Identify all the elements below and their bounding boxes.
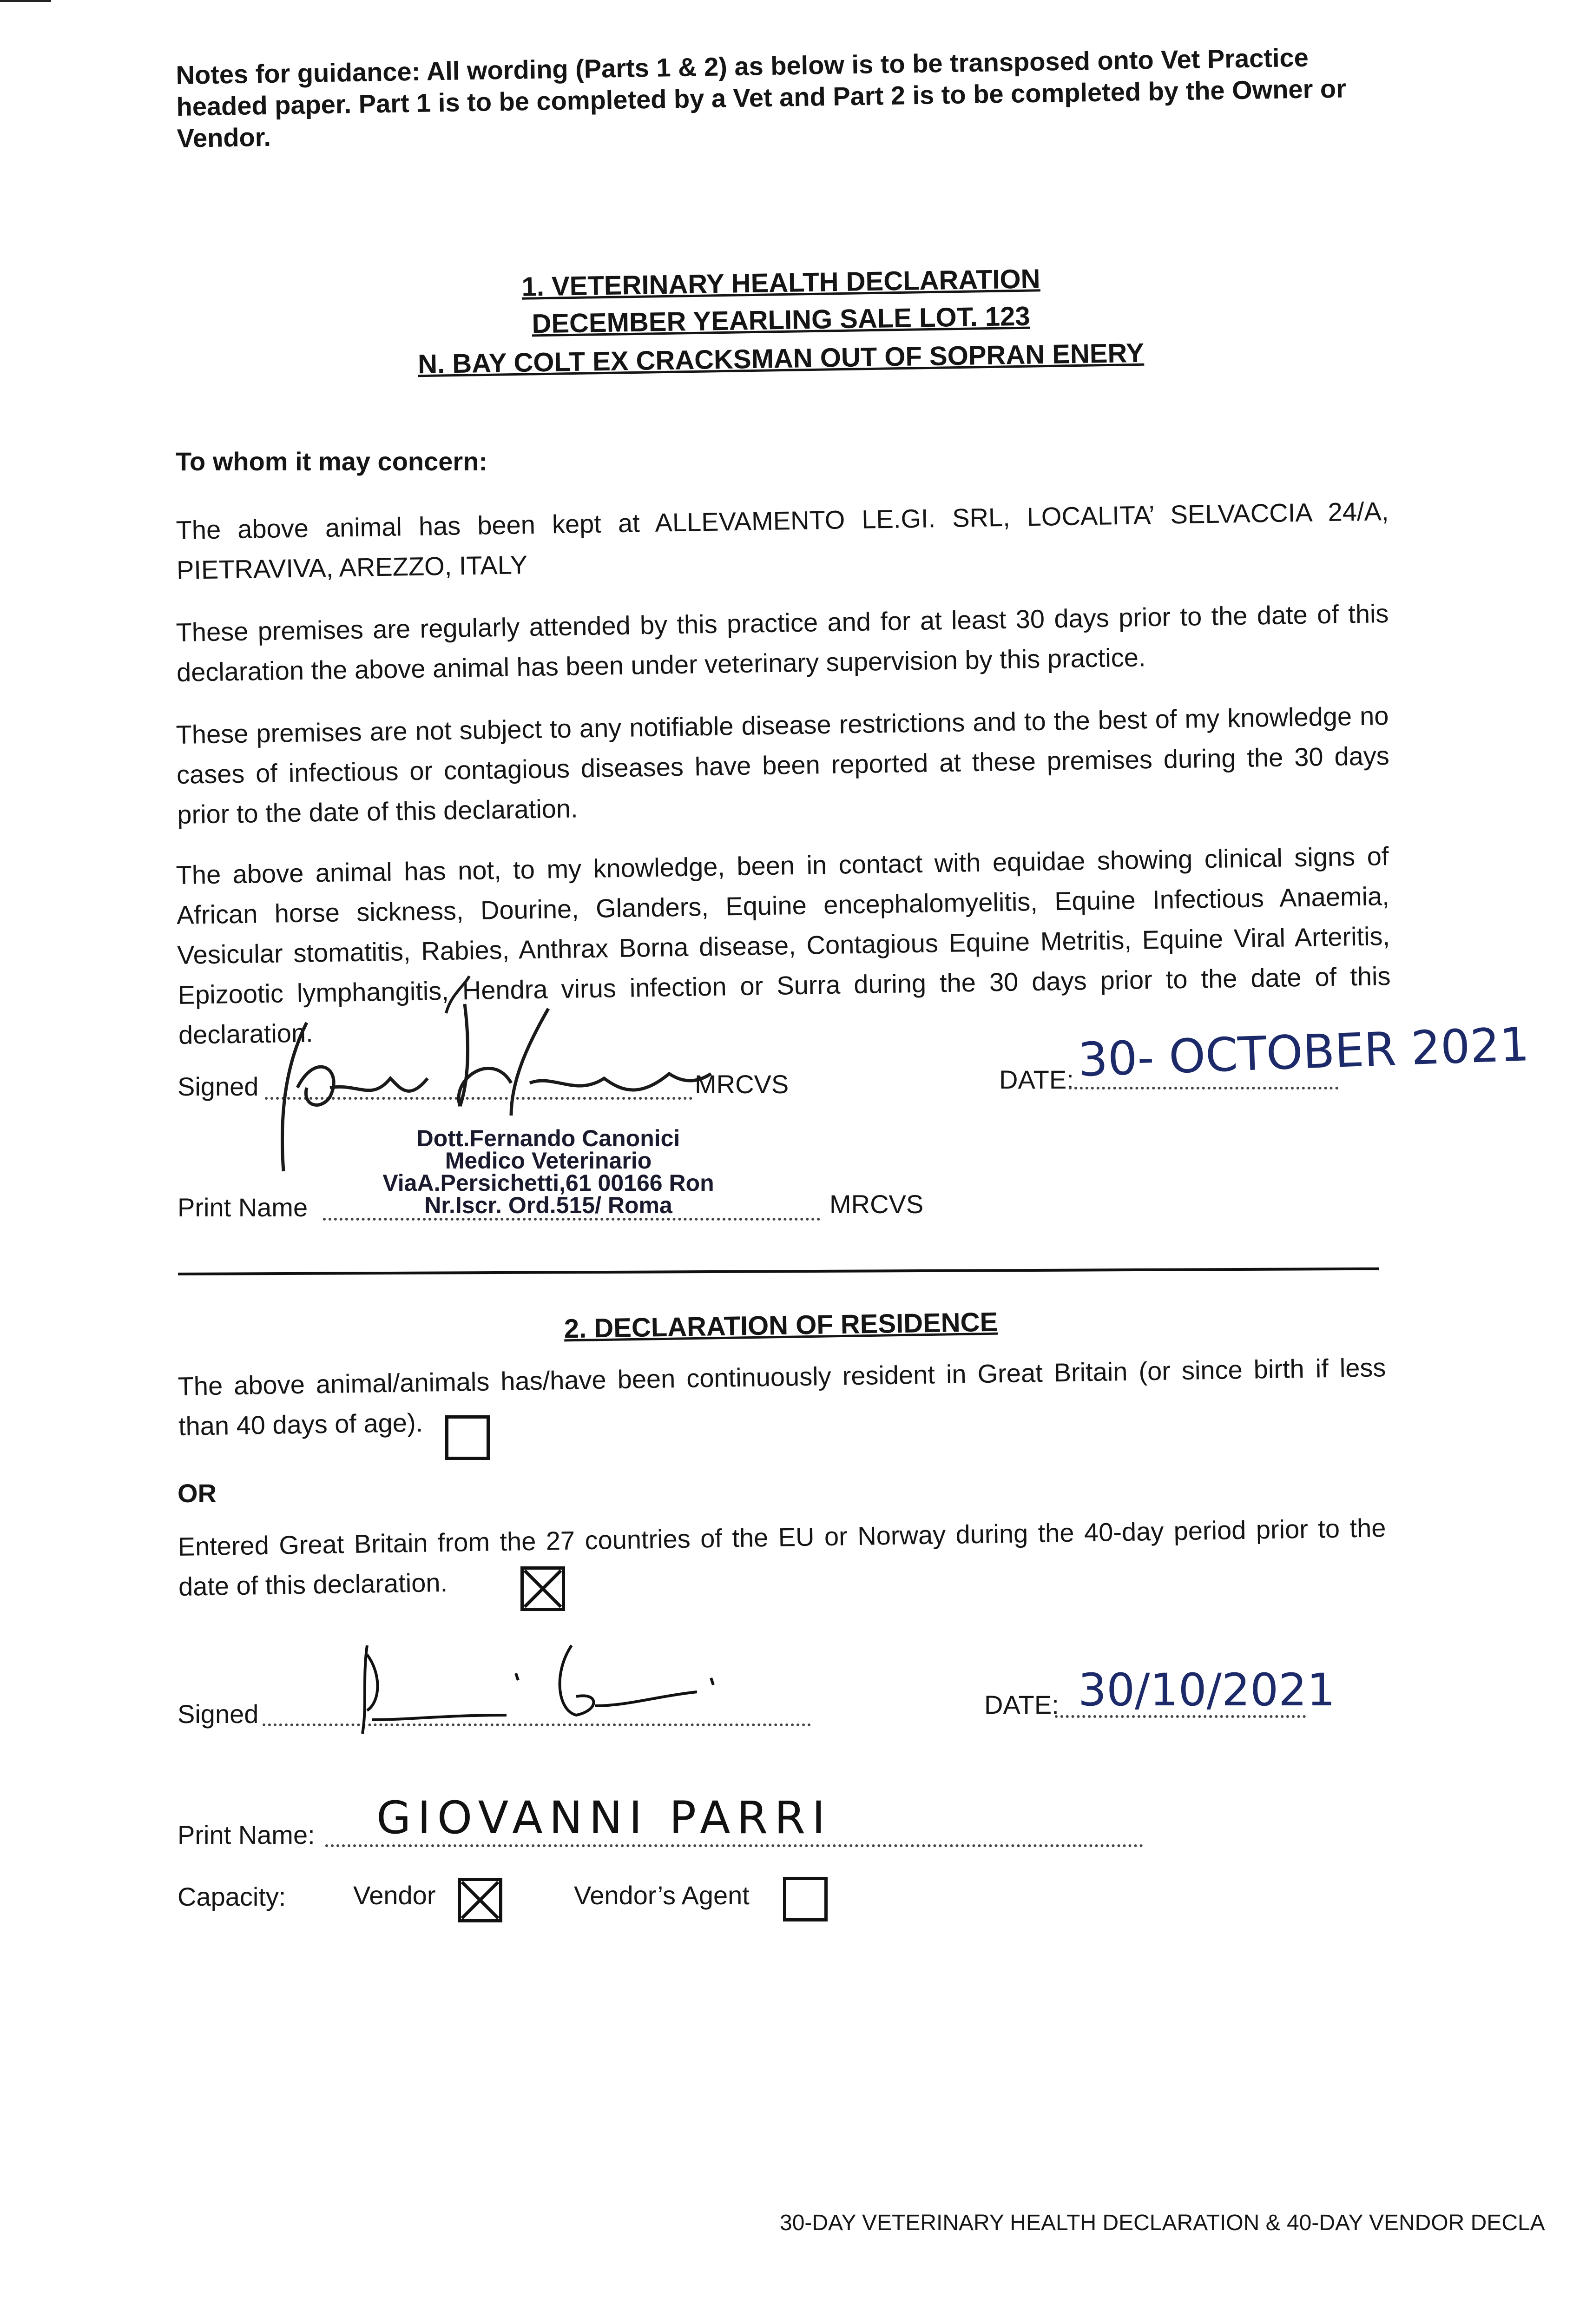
entry-checkbox-cross-icon bbox=[524, 1570, 562, 1608]
owner-signed-label: Signed bbox=[178, 1699, 259, 1729]
residence-checkbox[interactable] bbox=[445, 1415, 490, 1460]
owner-print-name-line bbox=[325, 1844, 1143, 1847]
page-footer: 30-DAY VETERINARY HEALTH DECLARATION & 40-DAY VENDOR DECLA bbox=[780, 2211, 1545, 2235]
part1-heading: 1. VETERINARY HEALTH DECLARATION bbox=[521, 264, 1040, 302]
vet-signed-label: Signed bbox=[178, 1072, 259, 1101]
owner-date-value: 30/10/2021 bbox=[1078, 1664, 1336, 1716]
supervision-paragraph: These premises are regularly attended by this practice and for at least 30 days prior to the date of this declaration the above animal has been under veterinary supervision by this practice. bbox=[176, 599, 1389, 687]
stamp-address: ViaA.Persichetti,61 00166 Ron bbox=[382, 1170, 714, 1196]
residence-option-text: The above animal/animals has/have been continuously resident in Great Britain (or since birth if less than 40 days of age). bbox=[178, 1353, 1386, 1441]
entry-checkbox[interactable] bbox=[520, 1566, 565, 1611]
vet-print-name-label: Print Name bbox=[178, 1193, 308, 1222]
owner-signature bbox=[353, 1636, 725, 1738]
vendor-agent-label: Vendor’s Agent bbox=[574, 1881, 750, 1910]
vet-mrcvs-label: MRCVS bbox=[695, 1070, 789, 1099]
or-label: OR bbox=[178, 1479, 217, 1508]
sale-lot-heading: DECEMBER YEARLING SALE LOT. 123 bbox=[532, 301, 1031, 339]
guidance-notes: Notes for guidance: All wording (Parts 1 & 2) as below is to be transposed onto Vet Practice headed paper. Part 1 is to be completed by a Vet and Part 2 is to be completed by the Owner or Vendor. bbox=[176, 42, 1347, 153]
capacity-label: Capacity: bbox=[178, 1882, 286, 1911]
vendor-agent-checkbox[interactable] bbox=[783, 1877, 828, 1921]
vet-date-value: 30- OCTOBER 2021 bbox=[1077, 1017, 1530, 1087]
vet-practice-stamp bbox=[362, 1127, 734, 1216]
vet-print-name-line bbox=[323, 1218, 820, 1221]
owner-print-name-value: GIOVANNI PARRI bbox=[376, 1792, 832, 1844]
section-divider bbox=[178, 1268, 1379, 1275]
owner-date-label: DATE: bbox=[984, 1690, 1059, 1719]
stamp-registration: Nr.Iscr. Ord.515/ Roma bbox=[424, 1192, 672, 1218]
stamp-vet-name: Dott.Fernando Canonici bbox=[416, 1125, 680, 1151]
vendor-label: Vendor bbox=[353, 1881, 436, 1910]
part2-heading: 2. DECLARATION OF RESIDENCE bbox=[564, 1307, 998, 1344]
vet-date-line bbox=[1069, 1087, 1338, 1089]
entry-option-text: Entered Great Britain from the 27 countries of the EU or Norway during the 40-day period prior to the date of this declaration. bbox=[178, 1513, 1386, 1601]
premises-paragraph: The above animal has been kept at ALLEVAMENTO LE.GI. SRL, LOCALITA’ SELVACCIA 24/A, PIETRAVIVA, AREZZO, ITALY bbox=[176, 496, 1389, 585]
vendor-checkbox-cross-icon bbox=[461, 1881, 499, 1919]
vendor-checkbox[interactable] bbox=[458, 1878, 502, 1922]
owner-print-name-label: Print Name: bbox=[178, 1820, 315, 1849]
vet-date-label: DATE: bbox=[999, 1065, 1074, 1094]
salutation: To whom it may concern: bbox=[176, 447, 488, 476]
vet-print-mrcvs-label: MRCVS bbox=[829, 1189, 924, 1219]
scan-corner-mark bbox=[0, 0, 51, 2]
contact-declaration-paragraph: The above animal has not, to my knowledge, been in contact with equidae showing clinical signs of African horse sickness, Dourine, Glanders, Equine encephalomyelitis, Equine Infectious Anaemia, Vesicular stomatitis, Rabies, Anthrax Borna disease, Contagious Equine Metritis, Equine Viral Arteritis, Epizootic lymphangitis, Hendra virus infection or Surra during the 30 days prior to the date of this declaration. bbox=[176, 841, 1391, 1050]
disease-restriction-paragraph: These premises are not subject to any notifiable disease restrictions and to the best of my knowledge no cases of infectious or contagious diseases have been reported at these premises during the 30 days prior to the date of this declaration. bbox=[176, 701, 1390, 829]
stamp-title: Medico Veterinario bbox=[445, 1148, 652, 1174]
horse-description-heading: N. BAY COLT EX CRACKSMAN OUT OF SOPRAN ENERY bbox=[417, 337, 1145, 380]
